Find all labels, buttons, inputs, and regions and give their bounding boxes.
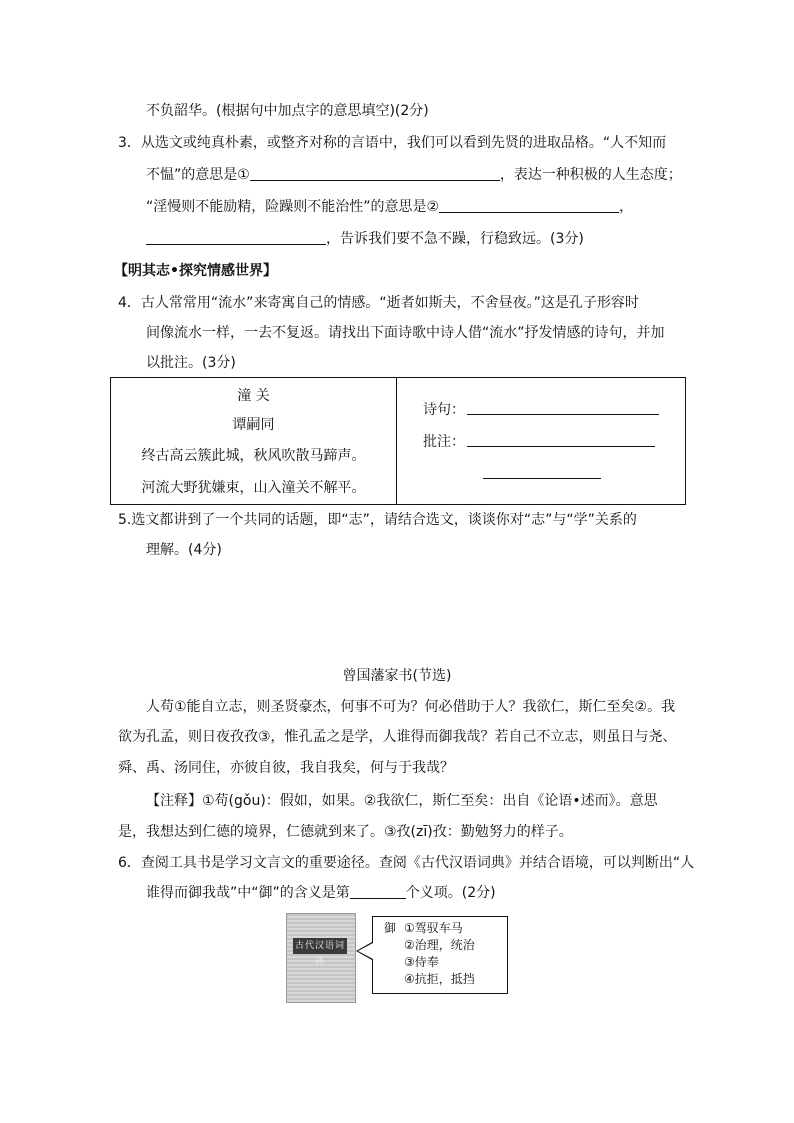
passage-line-3: 舜、禹、汤同住，亦彼自彼，我自我矣，何与于我哉？	[118, 760, 454, 776]
annotation-blank-1[interactable]	[467, 432, 655, 447]
q6-line2-post: 个义项。(2分)	[405, 885, 496, 901]
notes-line-1: 【注释】①苟(gǒu)：假如，如果。②我欲仁，斯仁至矣：出自《论语•述而》。意思	[146, 793, 658, 809]
q6-line1: 6．查阅工具书是学习文言文的重要途径。查阅《古代汉语词典》并结合语境，可以判断出“人	[118, 855, 695, 871]
dictionary-sense-4: ④抗拒，抵挡	[404, 972, 475, 986]
verse-label: 诗句：	[423, 402, 465, 418]
poem-table	[110, 377, 686, 505]
q4-line2: 间像流水一样，一去不复返。请找出下面诗歌中诗人借“流水”抒发情感的诗句，并加	[146, 325, 665, 341]
q6-line2-pre: 谁得而御我哉”中“御”的含义是第	[146, 885, 350, 901]
passage-title: 曾国藩家书(节选)	[342, 668, 452, 684]
q5-line2: 理解。(4分)	[146, 542, 222, 558]
poem-author: 谭嗣同	[232, 417, 275, 433]
dictionary-sense-2: ②治理，统治	[404, 938, 475, 952]
q3-line3-pre: “淫慢则不能励精，险躁则不能治性”的意思是②	[146, 199, 440, 215]
dictionary-book-image	[286, 913, 356, 1003]
q4-line3: 以批注。(3分)	[146, 355, 236, 371]
q3-line2-pre: 不愠”的意思是①	[146, 167, 250, 183]
q4-line1: 4．古人常常用“流水”来寄寓自己的情感。“逝者如斯夫，不舍昼夜。”这是孔子形容时	[118, 295, 639, 311]
q3-line2-post: ，表达一种积极的人生态度；	[499, 167, 682, 183]
q3-line4	[146, 229, 584, 249]
poem-title: 潼 关	[237, 388, 270, 404]
q5-line1: 5.选文都讲到了一个共同的话题，即“志”，请结合选文，谈谈你对“志”与“学”关系的	[118, 512, 637, 528]
q3-blank-2b[interactable]	[146, 230, 326, 245]
q6-blank[interactable]	[350, 884, 406, 899]
q3-line3	[146, 197, 633, 217]
dictionary-book-title: 古代汉语词典	[293, 938, 347, 954]
q2-tail: 不负韶华。(根据句中加点字的意思填空)(2分)	[146, 103, 429, 119]
section-heading: 【明其志•探究情感世界】	[114, 263, 277, 279]
dictionary-head-char: 御	[384, 921, 397, 935]
annotation-blank-2[interactable]	[483, 464, 601, 479]
poem-line-1: 终古高云簇此城，秋风吹散马蹄声。	[141, 448, 366, 464]
notes-line-2: 是，我想达到仁德的境界，仁德就到来了。③孜(zī)孜：勤勉努力的样子。	[118, 824, 573, 840]
q3-blank-2a[interactable]	[439, 198, 619, 213]
callout-tail-inner	[358, 943, 373, 959]
dictionary-sense-1: ①驾驭车马	[404, 921, 463, 935]
passage-line-2: 欲为孔孟，则日夜孜孜③，惟孔孟之是学，人谁得而御我哉？若自己不立志，则虽日与尧、	[118, 729, 677, 745]
table-divider	[396, 378, 397, 504]
annotation-label: 批注：	[423, 434, 465, 450]
q3-line1: 3．从选文或纯真朴素，或整齐对称的言语中，我们可以看到先贤的进取品格。“人不知而	[118, 135, 667, 151]
poem-line-2: 河流大野犹嫌束，山入潼关不解平。	[141, 480, 366, 496]
q6-line2	[146, 883, 496, 903]
dictionary-sense-3: ③侍奉	[404, 955, 439, 969]
q3-line4-post: ，告诉我们要不急不躁，行稳致远。(3分)	[326, 231, 584, 247]
q3-line2	[146, 165, 682, 185]
verse-blank[interactable]	[467, 400, 659, 415]
passage-line-1: 人苟①能自立志，则圣贤豪杰，何事不可为？何必借助于人？我欲仁，斯仁至矣②。我	[146, 699, 676, 715]
q3-line3-post: ，	[619, 199, 634, 215]
q3-blank-1[interactable]	[250, 166, 500, 181]
